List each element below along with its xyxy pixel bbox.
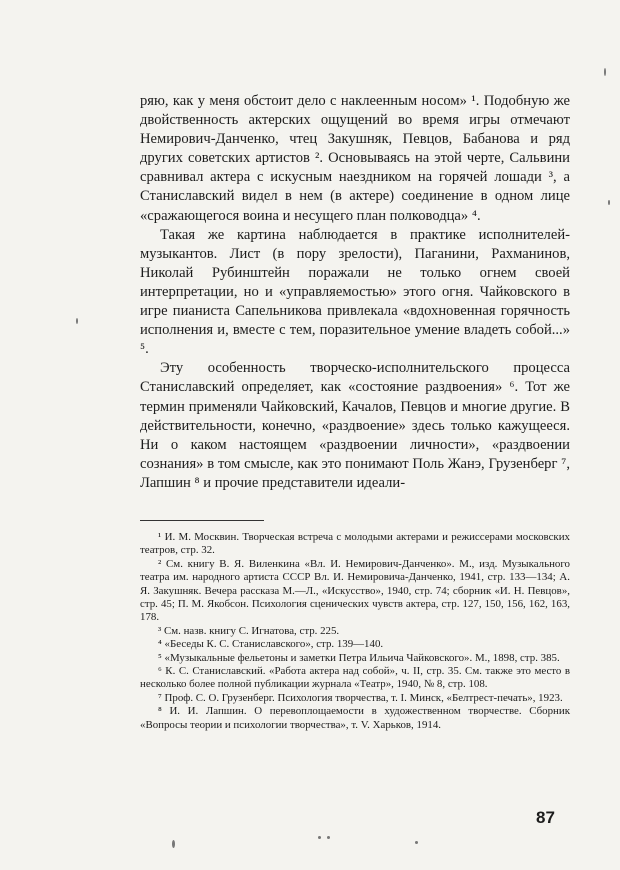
paragraph: Эту особенность творческо-исполнительского процесса Станиславский определяет, как «состояние раздвоения» ⁶. Тот же термин применяли Чайковский, Качалов, Певцов и многие другие. В действительности, конечно, «раздвоение» здесь только кажущееся. Ни о каком настоящем «раздвоении личности», «раздвоении сознания» в том смысле, как это понимают Поль Жанэ, Грузенберг ⁷, Лапшин ⁸ и прочие представители идеали- [140,360,570,491]
footnote: ² См. книгу В. Я. Виленкина «Вл. И. Немирович-Данченко». М., изд. Музыкального театра им. народного артиста СССР Вл. И. Немировича-Данченко, 1941, стр. 133—134; А. Я. Закушняк. Вечера рассказа М.—Л., «Искусство», 1940, стр. 74; сборник «И. Н. Певцов», стр. 45; П. М. Якобсон. Психология сценических чувств актера, стр. 127, 150, 156, 162, 163, 178. [140,557,570,624]
print-speck [318,836,321,839]
footnotes [140,531,570,732]
page-number: 87 [536,808,555,827]
print-speck [608,200,610,205]
print-speck [76,318,78,324]
footnote: ³ См. назв. книгу С. Игнатова, стр. 225. [158,624,340,637]
main-text [140,92,570,493]
footnote: ⁴ «Беседы К. С. Станиславского», стр. 139—140. [158,638,384,651]
footnote: ⁶ К. С. Станиславский. «Работа актера над собой», ч. II, стр. 35. См. также это место в несколько более полной публикации журнала «Театр», 1940, № 8, стр. 108. [140,665,570,691]
print-speck [604,68,606,76]
print-speck [172,840,175,848]
footnote: ⁷ Проф. С. О. Грузенберг. Психология творчества, т. I. Минск, «Белтрест-печать», 1923. [158,691,563,704]
print-speck [327,836,330,839]
footnote-divider [140,520,264,521]
paragraph: Такая же картина наблюдается в практике исполнителей-музыкантов. Лист (в пору зрелости), Паганини, Рахманинов, Николай Рубинштейн поражали не только огнем своей интерпретации, но и «управляемостью» этого огня. Чайковского в игре пианиста Сапельникова привлекала «вдохновенная горячность исполнения и, вместе с тем, поразительное умение владеть собой...» ⁵. [140,226,570,358]
footnote: ⁸ И. И. Лапшин. О перевоплощаемости в художественном творчестве. Сборник «Вопросы теории и психологии творчества», т. V. Харьков, 1914. [140,705,570,731]
footnote: ⁵ «Музыкальные фельетоны и заметки Петра Ильича Чайковского». М., 1898, стр. 385. [158,651,560,664]
paragraph: ряю, как у меня обстоит дело с наклеенным носом» ¹. Подобную же двойственность актерских ощущений во время игры отмечают Немирович-Данченко, чтец Закушняк, Певцов, Бабанова и ряд других советских артистов ². Основываясь на этой черте, Сальвини сравнивал актера с искусным наездником на горячей лошади ³, а Станиславский видел в нем (в актере) соединение в одном лице «сражающегося воина и несущего план полководца» ⁴. [140,93,570,224]
print-speck [415,841,418,844]
footnote: ¹ И. М. Москвин. Творческая встреча с молодыми актерами и режиссерами московских театров, стр. 32. [140,531,570,557]
